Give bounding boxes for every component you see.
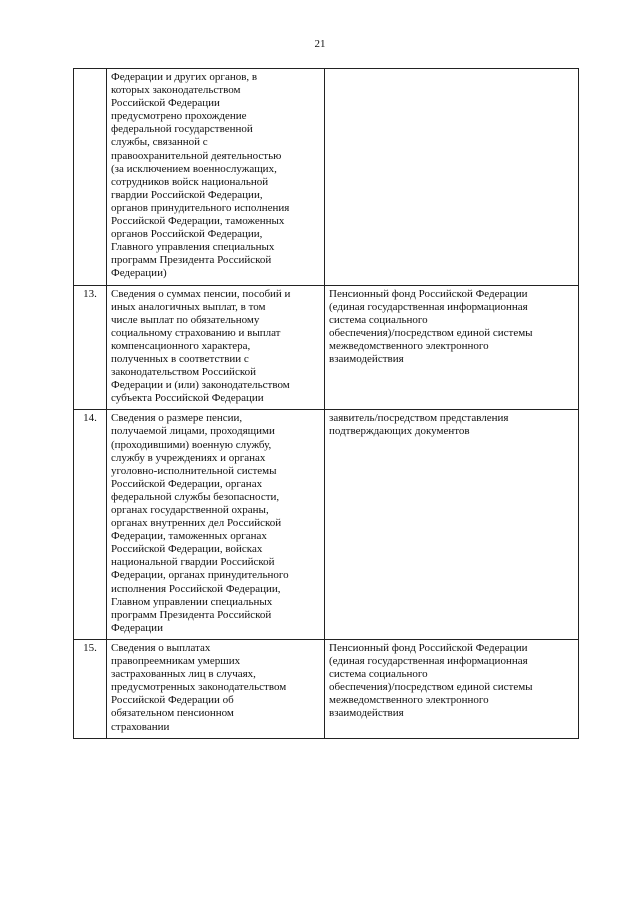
description-line: Федерации, органах принудительного (111, 569, 289, 582)
source-cell (325, 410, 579, 640)
description-line: Федерации и (или) законодательством (111, 379, 290, 392)
description-line: которых законодательством (111, 84, 241, 97)
row-number-cell (74, 410, 107, 640)
row-number: 13. (83, 287, 97, 300)
description-line: исполнения Российской Федерации, (111, 582, 281, 595)
description-line: федеральной государственной (111, 123, 253, 136)
description-line: Федерации) (111, 267, 167, 280)
row-number: 15. (83, 641, 97, 654)
description-line: органов Российской Федерации, (111, 228, 263, 241)
page-number: 21 (314, 38, 326, 50)
description-line: органов принудительного исполнения (111, 201, 290, 214)
description-cell (107, 639, 325, 738)
description-line: числе выплат по обязательному (111, 313, 260, 326)
description-line: уголовно-исполнительной системы (111, 464, 277, 477)
description-line: программ Президента Российской (111, 254, 272, 267)
source-cell (325, 69, 579, 286)
description-line: (проходившими) военную службу, (111, 438, 272, 451)
description-line: Сведения о выплатах (111, 641, 211, 654)
description-line: социальному страхованию и выплат (111, 326, 281, 339)
description-line: Федерации, таможенных органах (111, 530, 267, 543)
description-line: правопреемникам умерших (111, 655, 241, 668)
description-line: получаемой лицами, проходящими (111, 425, 275, 438)
source-cell (325, 639, 579, 738)
description-line: гвардии Российской Федерации, (111, 188, 263, 201)
source-line: взаимодействия (329, 707, 404, 720)
description-line: органах внутренних дел Российской (111, 517, 282, 530)
description-line: сотрудников войск национальной (111, 175, 269, 188)
source-line: Пенсионный фонд Российской Федерации (329, 287, 528, 300)
description-line: Сведения о суммах пенсии, пособий и (111, 287, 291, 300)
description-line: субъекта Российской Федерации (111, 392, 264, 405)
description-line: обязательном пенсионном (111, 707, 234, 720)
description-line: компенсационного характера, (111, 339, 251, 352)
description-line: законодательством Российской (111, 366, 256, 379)
table-body (74, 69, 579, 739)
description-line: иных аналогичных выплат, в том (111, 300, 266, 313)
source-line: система социального (329, 668, 428, 681)
document-table (73, 68, 579, 739)
table-row (74, 285, 579, 410)
description-line: Главном управлении специальных (111, 595, 273, 608)
description-line: застрахованных лиц в случаях, (111, 668, 256, 681)
description-line: федеральной службы безопасности, (111, 490, 280, 503)
row-number-cell (74, 69, 107, 286)
source-line: обеспечения)/посредством единой системы (329, 681, 533, 694)
description-line: предусмотренных законодательством (111, 681, 287, 694)
description-line: Российской Федерации, войсках (111, 543, 263, 556)
description-line: Федерации и других органов, в (111, 71, 258, 83)
description-cell (107, 285, 325, 410)
description-line: Сведения о размере пенсии, (111, 412, 243, 425)
source-line: Пенсионный фонд Российской Федерации (329, 641, 528, 654)
source-line: межведомственного электронного (329, 339, 489, 352)
source-cell (325, 285, 579, 410)
description-line: полученных в соответствии с (111, 352, 249, 365)
description-line: Российской Федерации, таможенных (111, 215, 285, 228)
description-line: программ Президента Российской (111, 608, 272, 621)
description-line: Федерации (111, 621, 163, 634)
description-line: Российской Федерации, органах (111, 477, 263, 490)
source-line: (единая государственная информационная (329, 300, 528, 313)
source-line: межведомственного электронного (329, 694, 489, 707)
row-number: 14. (83, 412, 97, 425)
description-cell (107, 410, 325, 640)
source-line: обеспечения)/посредством единой системы (329, 326, 533, 339)
table-row (74, 639, 579, 738)
description-line: органах государственной охраны, (111, 504, 269, 516)
description-line: Российской Федерации (111, 97, 220, 110)
description-line: правоохранительной деятельностью (111, 149, 282, 162)
description-cell (107, 69, 325, 286)
description-line: (за исключением военнослужащих, (111, 162, 277, 175)
source-line: взаимодействия (329, 352, 404, 365)
description-line: Главного управления специальных (111, 241, 275, 254)
source-line: (единая государственная информационная (329, 655, 528, 668)
description-line: страховании (111, 720, 170, 733)
source-line: подтверждающих документов (329, 425, 470, 438)
description-line: службу в учреждениях и органах (111, 451, 266, 464)
description-line: Российской Федерации об (111, 694, 234, 707)
description-line: предусмотрено прохождение (111, 110, 247, 123)
table-row (74, 410, 579, 640)
table-row (74, 69, 579, 286)
description-line: службы, связанной с (111, 136, 208, 149)
row-number-cell (74, 285, 107, 410)
source-line: заявитель/посредством представления (329, 412, 509, 425)
row-number-cell (74, 639, 107, 738)
description-line: национальной гвардии Российской (111, 556, 275, 569)
source-line: система социального (329, 313, 428, 326)
